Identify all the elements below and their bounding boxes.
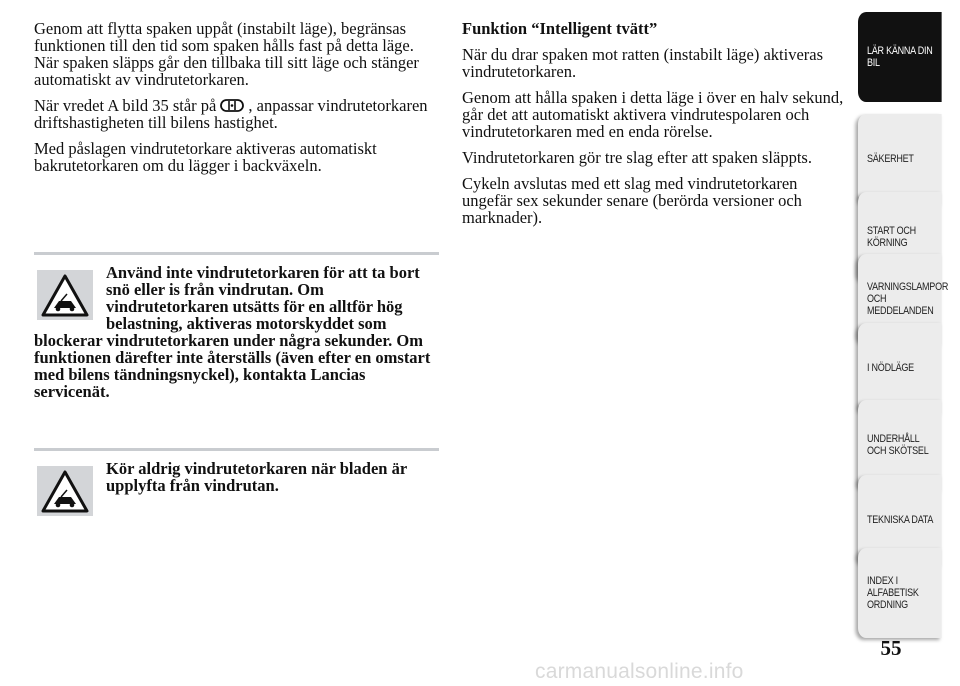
warning-triangle-icon: [34, 267, 96, 323]
watermark: carmanualsonline.info: [535, 660, 744, 683]
warning-text-1: Använd inte vindrutetorkaren för att ta bort snö eller is från vindrutan. Om vindrutetorkaren utsätts för en alltför hög belastning, aktiveras motorskyddet som blockerar vindrutetorkaren under några sekunder. Om funktionen därefter inte återställs (även efter en omstart med bilens tändningsnyckel), kontakta Lancias servicenät.: [34, 263, 431, 401]
left-column: [34, 20, 439, 183]
warning-block-2: [34, 448, 439, 519]
paragraph-cykeln: Cykeln avslutas med ett slag med vindrutetorkaren ungefär sex sekunder senare (berörda versioner och marknader).: [462, 174, 802, 227]
tab-label: SÄKERHET: [867, 153, 914, 165]
tab-sakerhet[interactable]: [858, 114, 942, 204]
tab-label: UNDERHÅLL OCH SKÖTSEL: [867, 433, 929, 457]
warning-divider: [34, 448, 439, 451]
paragraph-dra-spaken: När du drar spaken mot ratten (instabilt läge) aktiveras vindrutetorkaren.: [462, 45, 824, 81]
paragraph-vred-a-end: , anpassar vindrutetorkaren driftshastigheten till bilens hastighet.: [34, 96, 428, 132]
paragraph-vred-a: [34, 97, 439, 131]
tab-label: INDEX I ALFABETISK ORDNING: [867, 575, 919, 611]
warning-block-1: [34, 252, 439, 400]
paragraph-spak-upp: Genom att flytta spaken uppåt (instabilt läge), begränsas funktionen till den tid som spaken hålls fast på detta läge. När spaken släpps går den tillbaka till sitt läge och stänger automatiskt av vindrutetorkaren.: [34, 19, 419, 89]
tab-label: START OCH KÖRNING: [867, 225, 916, 249]
chapter-sidebar: [858, 0, 960, 686]
paragraph-halla-spaken: Genom att hålla spaken i detta läge i över en halv sekund, går det att automatiskt aktivera vindrutespolaren och vindrutetorkaren med en enda rörelse.: [462, 88, 844, 141]
tab-label: I NÖDLÄGE: [867, 362, 914, 374]
page-number: 55: [880, 636, 902, 660]
warning-triangle-icon: [34, 463, 96, 519]
paragraph-tre-slag: Vindrutetorkaren gör tre slag efter att spaken släppts.: [462, 148, 812, 167]
section-title: Funktion “Intelligent tvätt”: [462, 19, 658, 38]
paragraph-vred-a-start: När vredet A bild 35 står på: [34, 96, 217, 115]
tab-label: VARNINGSLAMPOR OCH MEDDELANDEN: [867, 281, 949, 317]
auto-wiper-icon: [220, 98, 244, 111]
tab-label: TEKNISKA DATA: [867, 514, 934, 526]
warning-divider: [34, 252, 439, 255]
paragraph-bakrutetorkare: Med påslagen vindrutetorkare aktiveras automatiskt bakrutetorkaren om du lägger i backväxeln.: [34, 139, 377, 175]
warning-text-2: Kör aldrig vindrutetorkaren när bladen är upplyfta från vindrutan.: [106, 459, 407, 495]
right-column: [462, 20, 847, 235]
tab-lar-kanna-din-bil[interactable]: [858, 12, 942, 102]
tab-index[interactable]: [858, 548, 942, 638]
tab-label: LÄR KÄNNA DIN BIL: [867, 45, 933, 69]
